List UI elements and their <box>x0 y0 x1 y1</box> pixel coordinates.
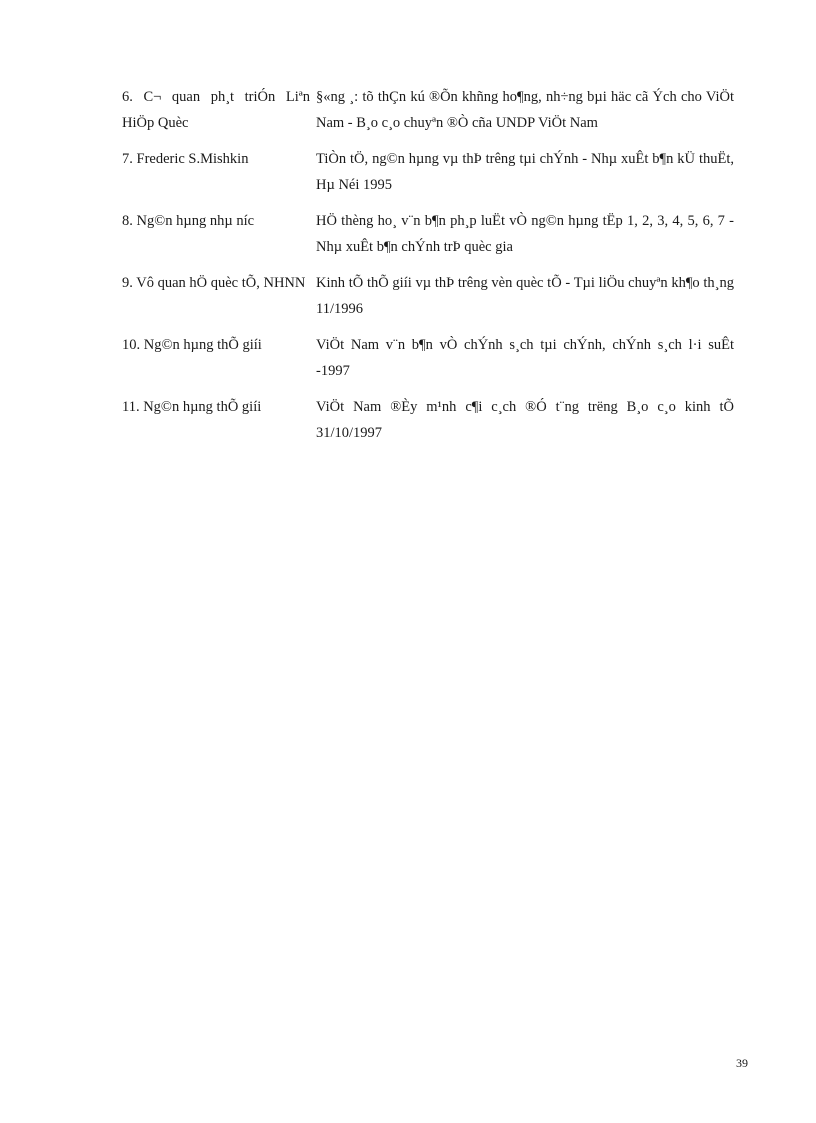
reference-title: ViÖt Nam ®Èy m¹nh c¶i c¸ch ®Ó t¨ng trëng B¸o c¸o kinh tÕ 31/10/1997 <box>316 399 734 441</box>
reference-source: 7. Frederic S.Mishkin <box>122 151 249 167</box>
reference-title: ViÖt Nam v¨n b¶n vÒ chÝnh s¸ch tµi chÝnh, chÝnh s¸ch l·i suÊt -1997 <box>316 337 734 379</box>
reference-row <box>122 208 734 270</box>
page-number: 39 <box>736 1056 748 1070</box>
reference-source: 8. Ng©n hµng nhµ níc <box>122 213 255 229</box>
reference-title: HÖ thèng ho¸ v¨n b¶n ph¸p luËt vÒ ng©n hµng tËp 1, 2, 3, 4, 5, 6, 7 - Nhµ xuÊt b¶n chÝnh trÞ quèc gia <box>316 213 734 255</box>
reference-row <box>122 270 734 332</box>
reference-row <box>122 84 734 146</box>
reference-row <box>122 146 734 208</box>
references-table <box>122 84 734 456</box>
reference-title: TiÒn tÖ, ng©n hµng vµ thÞ trêng tµi chÝnh - Nhµ xuÊt b¶n kÜ thuËt, Hµ Néi 1995 <box>316 151 734 193</box>
reference-row <box>122 332 734 394</box>
reference-row <box>122 394 734 456</box>
reference-source: 10. Ng©n hµng thÕ giíi <box>122 337 262 353</box>
reference-title: §«ng ¸: tõ thÇn kú ®Õn khñng ho¶ng, nh÷ng bµi häc cã Ých cho ViÖt Nam - B¸o c¸o chuyªn ®Ò cña UNDP ViÖt Nam <box>316 89 734 131</box>
reference-source: 6. C¬ quan ph¸t triÓn Liªn HiÖp Quèc <box>122 89 310 131</box>
reference-title: Kinh tÕ thÕ giíi vµ thÞ trêng vèn quèc tÕ - Tµi liÖu chuyªn kh¶o th¸ng 11/1996 <box>316 275 734 317</box>
reference-source: 11. Ng©n hµng thÕ giíi <box>122 399 262 415</box>
reference-source: 9. Vô quan hÖ quèc tÕ, NHNN <box>122 275 306 291</box>
